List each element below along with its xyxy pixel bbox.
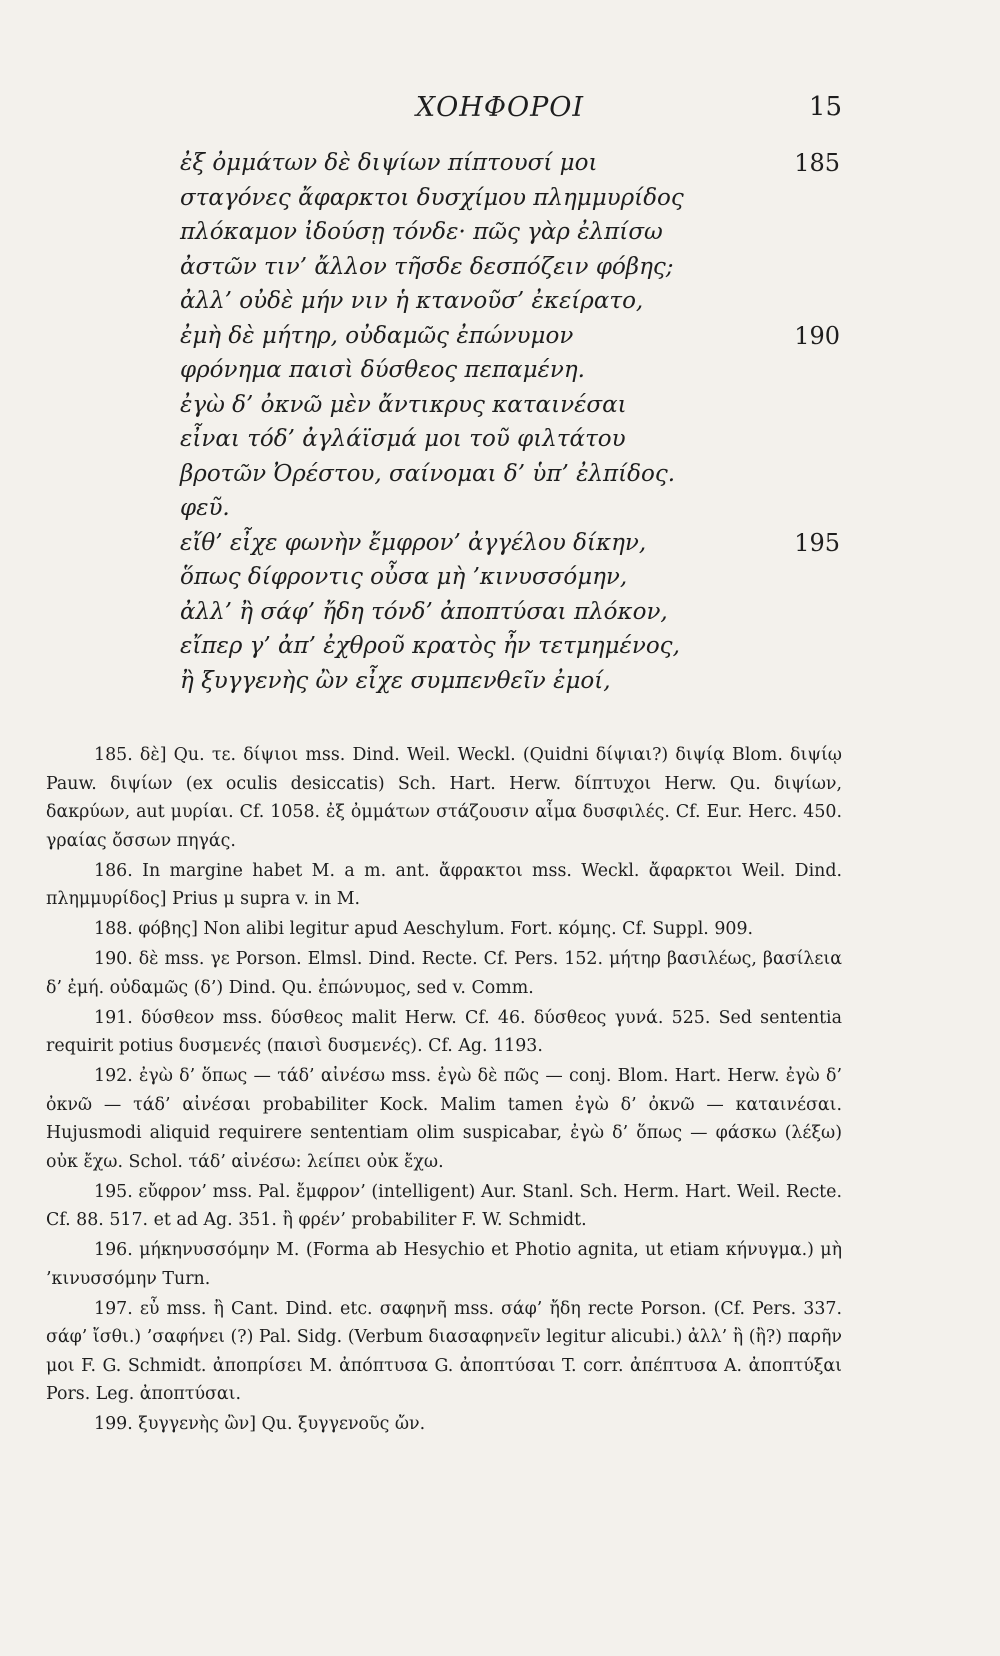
line-number: 185 [794, 149, 840, 177]
verse-text: ἐμὴ δὲ μήτηρ, οὐδαμῶς ἐπώνυμον [180, 322, 574, 349]
verse-text: ἢ ξυγγενὴς ὢν εἶχε συμπενθεῖν ἐμοί, [180, 667, 611, 694]
verse-line [180, 319, 840, 354]
verse-text: φρόνημα παισὶ δύσθεος πεπαμένη. [180, 357, 585, 383]
verse-line [180, 353, 840, 388]
verse-text: ἀστῶν τιν’ ἄλλον τῆσδε δεσπόζειν φόβης; [180, 253, 674, 280]
line-number: 190 [794, 321, 840, 350]
apparatus-note: 197. εὖ mss. ἢ Cant. Dind. etc. σαφηνῆ mss. σάφ’ ἤδη recte Porson. (Cf. Pers. 337. σάφ’ ἴσθι.) ’σαφήνει (?) Pal. Sidg. (Verbum διασαφηνεῖν legitur alicubi.) ἀλλ’ ἢ (ἢ?) παρῆν μοι F. G. Schmidt. ἀποπρίσει M. ἀπόπτυσα G. ἀποπτύσαι T. corr. ἀπέπτυσα A. ἀποπτύξαι Pors. Leg. ἀποπτύσαι. [46, 1298, 842, 1404]
verse-line [180, 215, 840, 250]
apparatus-note: 196. μήκηνυσσόμην M. (Forma ab Hesychio et Photio agnita, ut etiam κήνυγμα.) μὴ ’κινυσσόμην Turn. [46, 1240, 842, 1289]
verse-line [180, 457, 840, 492]
verse-text: φεῦ. [180, 495, 230, 521]
verse-text: σταγόνες ἄφαρκτοι δυσχίμου πλημμυρίδος [180, 184, 684, 211]
verse-text: ἀλλ’ ἢ σάφ’ ἤδη τόνδ’ ἀποπτύσαι πλόκον, [180, 598, 668, 625]
verse-line [180, 284, 840, 319]
verse-text: εἴθ’ εἶχε φωνὴν ἔμφρον’ ἀγγέλου δίκην, [180, 529, 647, 556]
verse-text: ἀλλ’ οὐδὲ μήν νιν ἡ κτανοῦσ’ ἐκείρατο, [180, 288, 644, 314]
verse-line [180, 595, 840, 630]
running-head [0, 92, 1000, 128]
verse-block [180, 146, 840, 698]
line-number: 195 [794, 528, 840, 557]
verse-line [180, 526, 840, 561]
verse-text: εἶναι τόδ’ ἀγλάϊσμά μοι τοῦ φιλτάτου [180, 426, 626, 452]
verse-line [180, 422, 840, 457]
verse-text: πλόκαμον ἰδούσῃ τόνδε· πῶς γὰρ ἐλπίσω [180, 219, 663, 245]
verse-text: ἐξ ὀμμάτων δὲ διψίων πίπτουσί μοι [180, 150, 598, 176]
apparatus-note: 192. ἐγὼ δ’ ὅπως — τάδ’ αἰνέσω mss. ἐγὼ δὲ πῶς — conj. Blom. Hart. Herw. ἐγὼ δ’ ὀκνῶ — τάδ’ αἰνέσαι probabiliter Kock. Malim tamen ἐγὼ δ’ ὀκνῶ — καταινέσαι. Hujusmodi aliquid requirere sententiam olim suspicabar, ἐγὼ δ’ ὅπως — φάσκω (λέξω) οὐκ ἔχω. Schol. τάδ’ αἰνέσω: λείπει οὐκ ἔχω. [46, 1066, 842, 1172]
verse-line [180, 629, 840, 664]
verse-text: εἴπερ γ’ ἀπ’ ἐχθροῦ κρατὸς ἦν τετμημένος, [180, 633, 680, 659]
verse-text: ἐγὼ δ’ ὀκνῶ μὲν ἄντικρυς καταινέσαι [180, 391, 627, 418]
verse-line [180, 250, 840, 285]
verse-line [180, 491, 840, 526]
verse-line [180, 664, 840, 699]
apparatus-note: 195. εὔφρον’ mss. Pal. ἔμφρον’ (intelligent) Aur. Stanl. Sch. Herm. Hart. Weil. Recte. Cf. 88. 517. et ad Ag. 351. ἢ φρέν’ probabiliter F. W. Schmidt. [46, 1181, 842, 1230]
verse-text: βροτῶν Ὀρέστου, σαίνομαι δ’ ὑπ’ ἐλπίδος. [180, 460, 676, 487]
apparatus-note: 185. δὲ] Qu. τε. δίψιοι mss. Dind. Weil. Weckl. (Quidni δίψιαι?) διψίᾳ Blom. διψίῳ Pauw. διψίων (ex oculis desiccatis) Sch. Hart. Herw. δίπτυχοι Herw. Qu. διψίων, δακρύων, aut μυρίαι. Cf. 1058. ἐξ ὀμμάτων στάζουσιν αἷμα δυσφιλές. Cf. Eur. Herc. 450. γραίας ὄσσων πηγάς. [46, 745, 842, 851]
running-title: ΧΟΗΦΟΡΟΙ [415, 92, 585, 123]
verse-text: ὅπως δίφροντις οὖσα μὴ ’κινυσσόμην, [180, 564, 628, 590]
apparatus-note: 186. In margine habet M. a m. ant. ἄφρακτοι mss. Weckl. ἄφαρκτοι Weil. Dind. πλημμυρίδος] Prius μ supra v. in M. [46, 860, 842, 909]
apparatus-note: 199. ξυγγενὴς ὢν] Qu. ξυγγενοῦς ὤν. [94, 1414, 426, 1434]
verse-line [180, 181, 840, 216]
page-number: 15 [808, 92, 842, 122]
apparatus-note: 190. δὲ mss. γε Porson. Elmsl. Dind. Recte. Cf. Pers. 152. μήτηρ βασιλέως, βασίλεια δ’ ἐμή. οὐδαμῶς (δ’) Dind. Qu. ἐπώνυμος, sed v. Comm. [46, 949, 842, 998]
apparatus-note: 191. δύσθεον mss. δύσθεος malit Herw. Cf. 46. δύσθεος γυνά. 525. Sed sententia requirit potius δυσμενές (παισὶ δυσμενές). Cf. Ag. 1193. [46, 1007, 842, 1056]
critical-apparatus [46, 741, 842, 1440]
verse-line [180, 146, 840, 181]
verse-line [180, 388, 840, 423]
verse-line [180, 560, 840, 595]
apparatus-note: 188. φόβης] Non alibi legitur apud Aeschylum. Fort. κόμης. Cf. Suppl. 909. [94, 919, 754, 939]
